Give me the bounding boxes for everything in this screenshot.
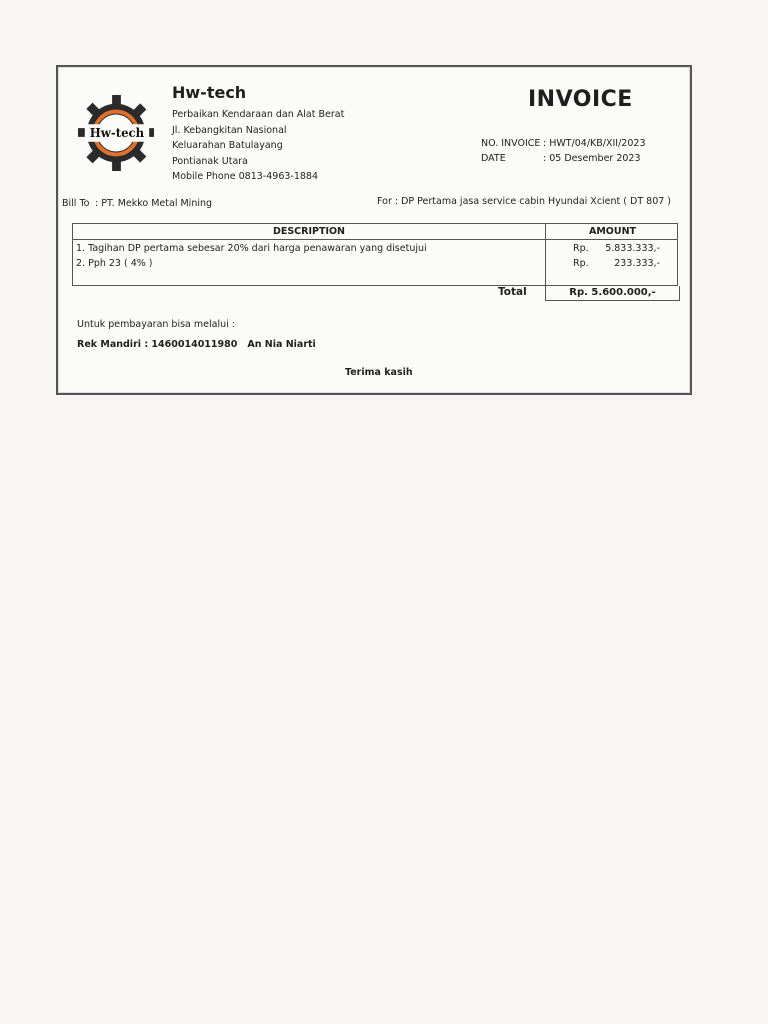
invoice-purpose: For : DP Pertama jasa service cabin Hyundai Xcient ( DT 807 )	[377, 196, 672, 207]
payment-account	[77, 339, 316, 350]
bill-to-label: Bill To	[62, 198, 90, 209]
company-phone: Mobile Phone 0813-4963-1884	[172, 171, 319, 182]
hw-tech-logo	[77, 94, 155, 172]
logo-text: Hw-tech	[89, 125, 145, 140]
item-amounts	[573, 241, 660, 271]
bank-account: Rek Mandiri : 1460014011980	[77, 339, 238, 350]
table-row-description: 1. Tagihan DP pertama sebesar 20% dari harga penawaran yang disetujui	[76, 243, 427, 254]
invoice-date-row	[481, 151, 646, 166]
company-tagline: Perbaikan Kendaraan dan Alat Berat	[172, 109, 345, 120]
amount-currency: Rp.	[573, 258, 589, 269]
total-label: Total	[498, 286, 527, 298]
total-value: Rp. 5.600.000,-	[545, 286, 680, 301]
invoice-number-label: NO. INVOICE	[481, 138, 541, 149]
company-address: Jl. Kebangkitan Nasional	[172, 124, 287, 136]
item-descriptions	[76, 241, 427, 271]
invoice-date-label: DATE	[481, 153, 506, 164]
amount-value: 233.333,-	[614, 258, 660, 269]
bill-to	[62, 198, 212, 209]
header-divider	[73, 239, 677, 240]
invoice-items-table	[72, 223, 678, 286]
payment-note: Untuk pembayaran bisa melalui :	[77, 319, 235, 330]
company-district: Keluarahan Batulayang	[172, 140, 283, 151]
company-name: Hw-tech	[172, 83, 247, 102]
amount-value: 5.833.333,-	[605, 243, 660, 254]
table-row-amount	[573, 256, 660, 271]
invoice-date-value: : 05 Desember 2023	[543, 153, 641, 164]
invoice-meta	[481, 136, 646, 166]
bill-to-value: : PT. Mekko Metal Mining	[95, 198, 213, 209]
invoice-number-row	[481, 136, 646, 151]
company-city: Pontianak Utara	[172, 155, 248, 167]
thank-you-note: Terima kasih	[345, 367, 413, 378]
amount-header: AMOUNT	[588, 226, 637, 237]
company-details	[172, 107, 344, 185]
table-row-amount	[573, 241, 660, 256]
invoice-document	[56, 65, 692, 395]
invoice-title: INVOICE	[528, 87, 633, 112]
table-row-description: 2. Pph 23 ( 4% )	[76, 258, 153, 269]
amount-currency: Rp.	[573, 243, 589, 254]
invoice-number-value: : HWT/04/KB/XII/2023	[543, 138, 646, 149]
account-holder: An Nia Niarti	[247, 339, 316, 350]
description-header: DESCRIPTION	[272, 226, 346, 237]
